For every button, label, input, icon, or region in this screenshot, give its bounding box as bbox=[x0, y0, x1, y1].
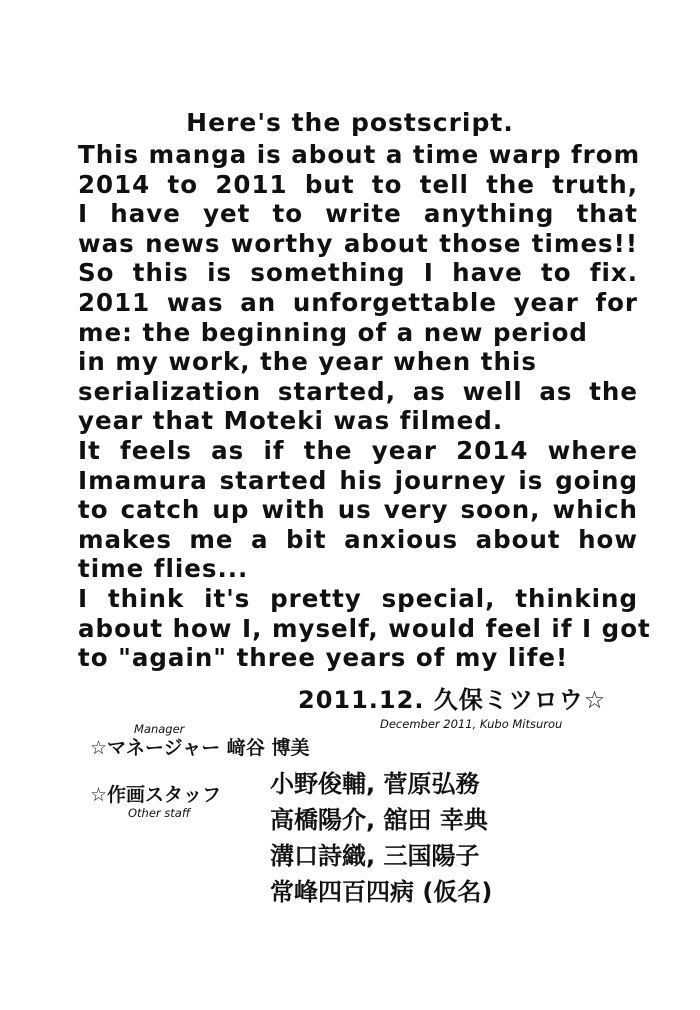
body-line: me: the beginning of a new period bbox=[78, 317, 588, 347]
body-line: time flies... bbox=[78, 554, 249, 584]
body-line: I have yet to write anything that bbox=[78, 199, 638, 229]
manager-label-en: Manager bbox=[134, 722, 185, 736]
body-line: It feels as if the year 2014 where bbox=[78, 435, 638, 465]
body-line: to "again" three years of my life! bbox=[78, 643, 569, 673]
body-line: So this is something I have to fix. bbox=[78, 258, 638, 288]
body-line: I think it's pretty special, thinking bbox=[78, 583, 638, 613]
body-line: in my work, the year when this bbox=[78, 347, 537, 377]
staff-name-list bbox=[270, 766, 492, 910]
staff-name-line: 常峰四百四病 (仮名) bbox=[270, 878, 493, 906]
body-line: 2011 was an unforgettable year for bbox=[78, 287, 638, 317]
staff-name-line: 溝口詩織, 三国陽子 bbox=[270, 842, 480, 870]
body-line: Imamura started his journey is going bbox=[78, 465, 638, 495]
body-line: This manga is about a time warp from bbox=[78, 140, 641, 169]
body-line: year that Moteki was filmed. bbox=[78, 406, 504, 436]
signature-translation: December 2011, Kubo Mitsurou bbox=[380, 717, 563, 731]
body-line: serialization started, as well as the bbox=[78, 376, 638, 406]
manager-credit: ☆マネージャー 﨑谷 博美 bbox=[90, 737, 310, 759]
staff-name-line: 小野俊輔, 菅原弘務 bbox=[270, 770, 480, 798]
staff-label-en: Other staff bbox=[128, 806, 191, 820]
body-line: to catch up with us very soon, which bbox=[78, 495, 638, 525]
postscript-title: Here's the postscript. bbox=[186, 108, 514, 137]
author-signature: 2011.12. 久保ミツロウ☆ bbox=[298, 686, 607, 714]
staff-name-line: 高橋陽介, 舘田 幸典 bbox=[270, 806, 488, 834]
postscript-body bbox=[78, 140, 651, 673]
body-line: was news worthy about those times!! bbox=[78, 228, 638, 258]
body-line: makes me a bit anxious about how bbox=[78, 524, 638, 554]
staff-label-jp: ☆作画スタッフ bbox=[90, 784, 222, 806]
body-line: about how I, myself, would feel if I got bbox=[78, 613, 651, 643]
body-line: 2014 to 2011 but to tell the truth, bbox=[78, 169, 638, 199]
